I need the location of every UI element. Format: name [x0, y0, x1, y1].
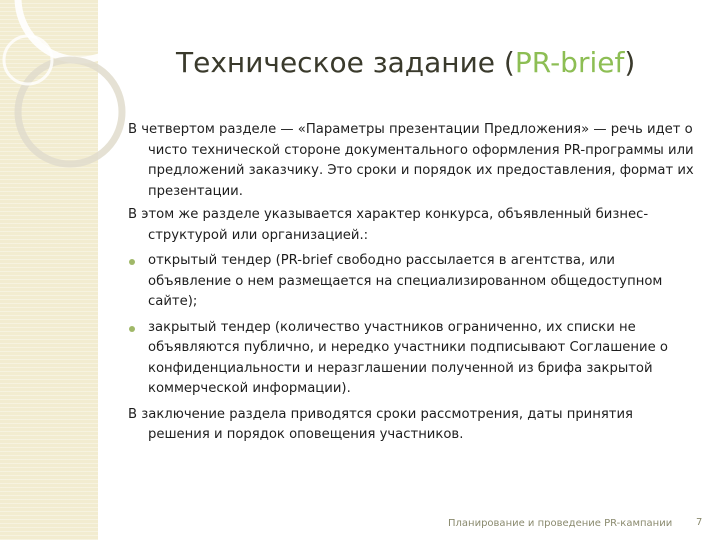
paragraph-conclusion: В заключение раздела приводятся сроки рассмотрения, даты принятия решения и порядок оповещения участников. [128, 406, 633, 442]
slide-title [176, 46, 696, 96]
paragraph-parameters: В четвертом разделе — «Параметры презентации Предложения» — речь идет о чисто технической стороне документального оформления PR-программы или предложений заказчику. Это сроки и порядок их предоставления, формат их презентации. [128, 122, 694, 199]
slide-title-accent: PR-brief [514, 46, 625, 79]
slide-body [128, 120, 698, 449]
paragraph-tender-type: В этом же разделе указывается характер конкурса, объявленный бизнес-структурой или организацией.: [128, 207, 649, 243]
slide-title-main: Техническое задание ( [176, 46, 515, 79]
bullet-dot-icon [129, 259, 135, 265]
bullet-open-tender [128, 251, 698, 313]
bullet-open-tender-text: открытый тендер (PR-brief свободно рассылается в агентства, или объявление о нем размещается на специализированном общедоступном сайте); [148, 253, 663, 309]
bullet-closed-tender-text: закрытый тендер (количество участников ограниченно, их списки не объявляются публично, и нередко участники подписывают Соглашение о конфиденциальности и неразглашении полученной из брифа закрытой коммерческой информации). [148, 319, 668, 396]
bullet-dot-icon [129, 326, 135, 332]
page-number: 7 [696, 517, 703, 528]
slide-footer: Планирование и проведение PR-кампании [448, 518, 673, 529]
slide-title-end: ) [624, 46, 636, 79]
bullet-closed-tender [128, 318, 698, 400]
